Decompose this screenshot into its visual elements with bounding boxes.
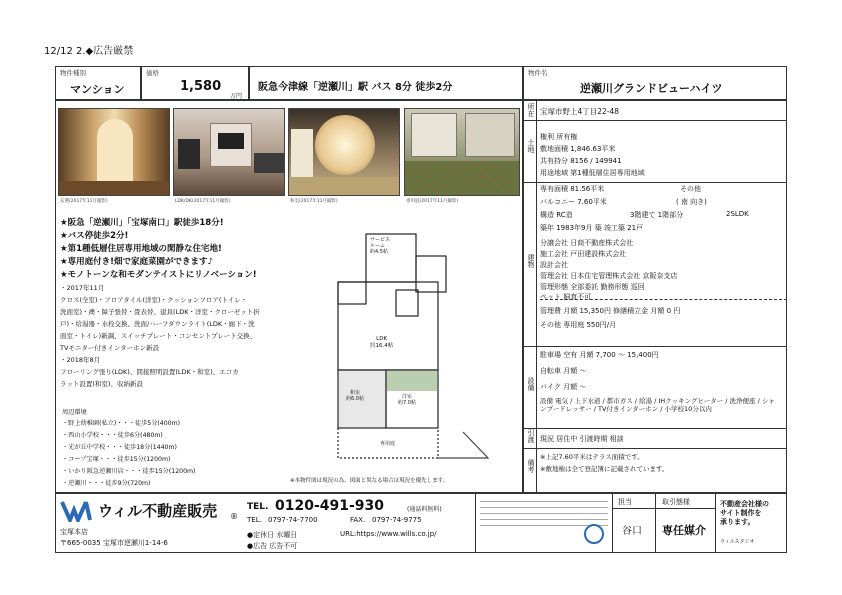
floorplan-note: ※本物件図は現況の為、図面と異なる場合は現況を優先します。: [290, 478, 449, 484]
environment-item: ・逆瀬川・・・徒歩9分(720m): [62, 480, 151, 487]
promo-text: 不動産会社様の サイト制作を 承ります。: [720, 500, 769, 527]
direction: ( 南 向き): [676, 198, 707, 206]
section-label-notes: 備考: [527, 459, 535, 475]
structure: 構造 RC造: [540, 211, 573, 219]
environment-title: 周辺環境: [62, 409, 87, 416]
feature-item: ★第1種低層住居専用地域の閑静な住宅地!: [60, 244, 222, 254]
feature-item: ★モノトーンな和モダンテイストにリノベーション!: [60, 270, 257, 280]
access-cell: [249, 66, 523, 100]
renovation-line: 戸)・给湯器・水栓交換、洗面/ハーフダウンライト(LDK・廊下・洗: [60, 320, 255, 328]
renovation-line: ・2018年8月: [60, 356, 101, 364]
renovation-line: 面室・トイレ)新調、スイッチプレート・コンセントプレート交換、: [60, 332, 257, 340]
renovation-line: TVモニター付きインターホン新設: [60, 344, 160, 352]
feature-item: ★バス停徒歩2分!: [60, 231, 129, 241]
floor-plan: [318, 232, 518, 482]
company-name: ウィル不動産販売: [98, 502, 218, 520]
price-cell: [141, 66, 249, 100]
staff-name: 谷口: [622, 526, 642, 537]
renovation-line: ラット設置(和室)、収納新設: [60, 380, 143, 388]
holiday: ●定休日 水曜日: [247, 531, 298, 539]
tel2-label: TEL.: [247, 516, 262, 524]
floorplan-service: サービス ルーム 約4.5帖: [370, 237, 391, 255]
company-logo-icon: [60, 500, 96, 522]
fees: 管理費 月額 15,350円 修繕積立金 月額 0 円: [540, 307, 681, 315]
photo-caption-washitsu: 和室(2017年11月撮影): [290, 199, 338, 204]
photo-ldk: [173, 108, 285, 196]
section-label-building: 建物: [527, 254, 535, 270]
photo-caption-garden: 専用庭(2017年11月撮影): [406, 199, 459, 204]
floor-area: 専有面積 81.56平米: [540, 185, 605, 193]
ad-permission: ●広告 広告不可: [247, 542, 298, 550]
header-text: 12/12 2.◆広告厳禁: [44, 46, 134, 57]
land-rights: 権利 所有権: [540, 133, 578, 141]
environment-item: ・いかり阪急逆瀬川店・・・徒歩15分(1200m): [62, 468, 196, 475]
bike: バイク 月額 ～: [540, 383, 587, 391]
environment-item: ・コープ宝塚・・・徒歩15分(1200m): [62, 456, 171, 463]
tel-number[interactable]: 0120-491-930: [275, 498, 385, 514]
tel2-number[interactable]: 0797-74-7700: [268, 516, 318, 524]
floorplan-washitsu: 和室 約6.0帖: [346, 390, 364, 402]
facilities: 設備 電気 / 上下水道 / 都市ガス / 給湯 / IHクッキングヒーター / 洗浄便座 / シャンプードレッサー / TV付きインターホン / 小学校10分以内: [540, 397, 775, 414]
photo-washitsu: [288, 108, 400, 196]
deal-label: 取引態様: [662, 498, 690, 506]
fax-label: FAX.: [350, 516, 366, 524]
renovation-line: フローリング張り(LDK)、間接照明設置(LDK・和室)、エコカ: [60, 368, 239, 376]
floors: 3階建て 1階部分: [630, 211, 684, 219]
floor-plan-drawing: [318, 232, 518, 482]
mgmt-form: 管理形態 全部委託 勤務形態 巡回: [540, 283, 645, 291]
office-address: 〒665-0035 宝塚市逆瀬川1-14-6: [60, 539, 168, 547]
tel-note: (通話料無料): [407, 506, 442, 513]
photo-entrance: [58, 108, 170, 196]
staff-label: 担当: [618, 498, 632, 506]
share: 共有持分 8156 / 149941: [540, 157, 622, 165]
website-url[interactable]: URL:https://www.wills.co.jp/: [340, 530, 437, 538]
designer: 設計会社: [540, 261, 568, 269]
balcony: バルコニー 7.60平米: [540, 198, 607, 206]
pet: ペット 飼育不可: [540, 293, 592, 301]
deal-value: 専任媒介: [662, 524, 706, 537]
built: 築年 1983年9月 築 竣工築 21戸: [540, 224, 644, 232]
name-cell: [523, 66, 787, 100]
zoning: 用途地域 第1種低層住居専用地域: [540, 169, 645, 177]
environment-item: ・西山小学校・・・徒歩6分(480m): [62, 432, 163, 439]
renovation-line: クロス(全室)・フロアタイル(洋室)・クッションフロア(トイレ・: [60, 296, 248, 304]
license-block: [480, 498, 608, 548]
tel-label: TEL.: [247, 502, 269, 512]
manager: 管理会社 日本住宅管理株式会社 京阪奈支店: [540, 272, 678, 280]
renovation-line: ・2017年11月: [60, 284, 105, 292]
floorplan-garden: 専用庭: [380, 441, 396, 447]
price-unit: 万円: [230, 93, 243, 100]
photo-caption-ldk: LDK/DK(2017年11月撮影): [175, 199, 231, 204]
price-value: 1,580: [180, 79, 222, 94]
note-1: ※上記7.60平米はテラス面積です。: [540, 453, 644, 461]
feature-item: ★専用庭付き!畑で家庭菜園ができます♪: [60, 257, 213, 267]
section-label-location: 所在: [527, 103, 535, 119]
access-text: 阪急今津線「逆瀬川」駅 バス 8分 徒歩2分: [258, 82, 453, 93]
environment-item: ・野上幼稚園(私立)・・・徒歩5分(400m): [62, 420, 181, 427]
feature-item: ★阪急「逆瀬川」「宝塚南口」駅徒歩18分!: [60, 218, 224, 228]
photo-caption-entrance: 玄関(2017年11月撮影): [60, 199, 108, 204]
type-label: 物件種別: [60, 69, 86, 77]
section-label-handover: 引渡: [527, 429, 535, 445]
parking: 駐車場 空有 月額 7,700 ～ 15,400円: [540, 351, 659, 359]
site-area: 敷地面積 1,846.63平米: [540, 145, 616, 153]
floorplan-youshitsu: 洋室 約7.0帖: [398, 394, 416, 406]
name-label: 物件名: [528, 69, 548, 77]
photo-garden: [404, 108, 520, 196]
builder: 施工会社 戸田建設株式会社: [540, 250, 627, 258]
seller: 分譲会社 日商不動産株式会社: [540, 239, 634, 247]
office-name: 宝塚本店: [60, 528, 88, 536]
environment-item: ・光が丘中学校・・・徒歩18分(1440m): [62, 444, 177, 451]
promo-sub: ウィルスタジオ: [720, 539, 755, 545]
address-value: 宝塚市野上4丁目22-48: [540, 107, 620, 116]
registered-mark: ®: [230, 512, 238, 521]
price-label: 価格: [146, 69, 159, 77]
floorplan-ldk: LDK 約16.4帖: [370, 336, 394, 349]
note-2: ※敷地権は全て登記簿に記載されています。: [540, 465, 669, 473]
name-value: 逆瀬川グランドビューハイツ: [580, 82, 723, 95]
current-status: 現況 居住中 引渡時期 相談: [540, 435, 624, 443]
fax-number: 0797-74-9775: [372, 516, 422, 524]
bicycle: 自転車 月額 ～: [540, 367, 587, 375]
layout: 2SLDK: [726, 210, 749, 218]
section-label-land: 土地: [527, 139, 535, 155]
association-logo-icon: [584, 524, 604, 544]
other-fee: その他 専用庭 550円/月: [540, 321, 617, 329]
renovation-line: 洗面室)・襖・障子張替・畳表替、建具(LDK・洋室・クローゼット折: [60, 308, 260, 316]
section-label-facilities: 設備: [527, 377, 535, 393]
type-value: マンション: [70, 83, 125, 96]
floor-other: その他: [680, 185, 701, 193]
type-cell: [55, 66, 141, 100]
